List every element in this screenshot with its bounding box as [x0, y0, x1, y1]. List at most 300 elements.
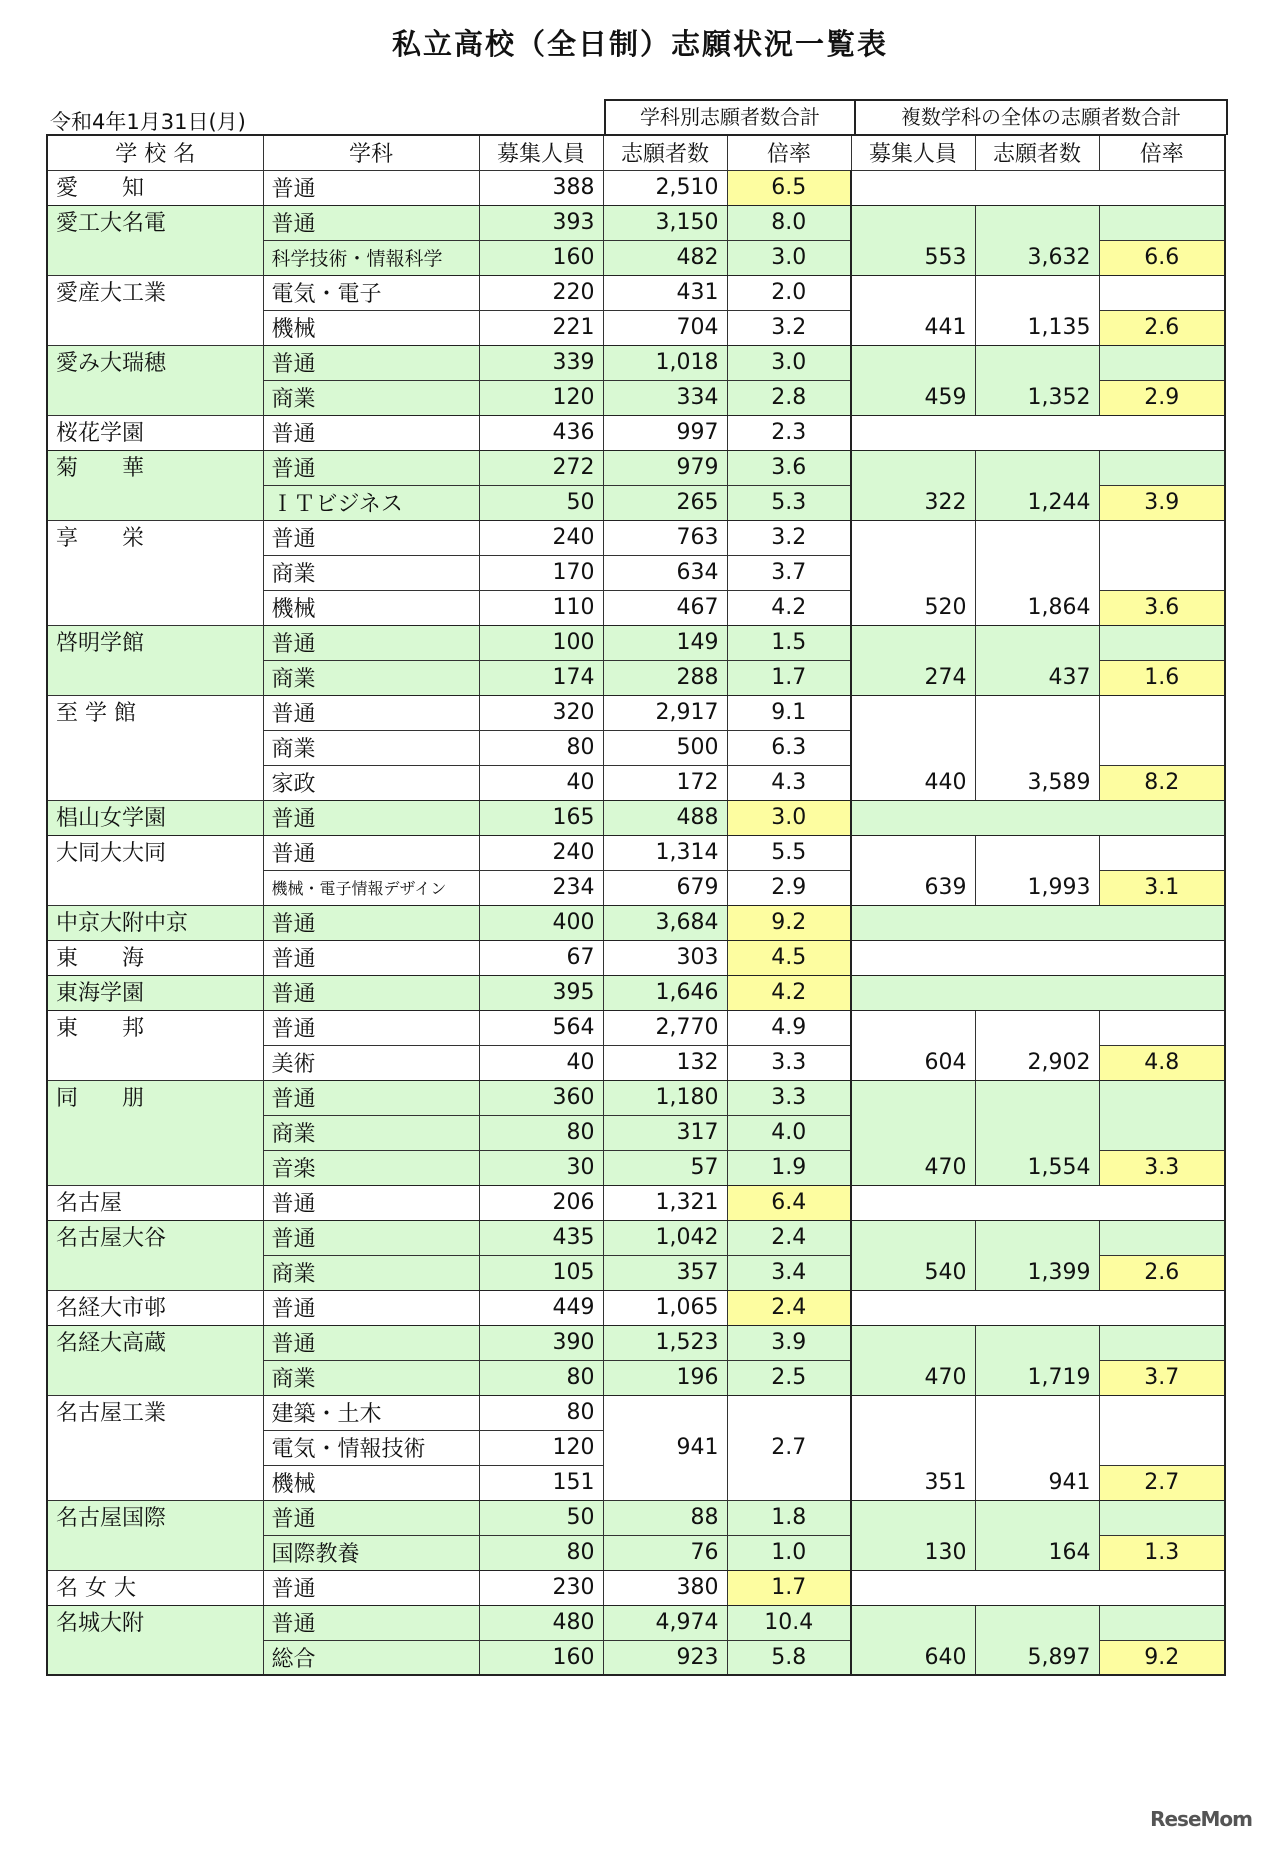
department-name: 普通	[263, 205, 479, 240]
capacity-value: 230	[479, 1570, 603, 1605]
school-name: 名経大市邨	[47, 1290, 263, 1325]
table-body	[47, 170, 1225, 1675]
total-ratio-value: 8.2	[1099, 765, 1225, 800]
table-row	[47, 975, 1225, 1010]
total-empty-cell	[975, 520, 1099, 555]
department-name: 普通	[263, 170, 479, 205]
ratio-value: 4.2	[727, 590, 851, 625]
department-name: 普通	[263, 905, 479, 940]
total-ratio-value: 2.6	[1099, 310, 1225, 345]
ratio-value: 1.0	[727, 1535, 851, 1570]
ratio-value: 5.3	[727, 485, 851, 520]
applicants-value: 196	[603, 1360, 727, 1395]
applicants-value: 1,314	[603, 835, 727, 870]
col-header-total-capacity: 募集人員	[851, 135, 975, 170]
table-row	[47, 275, 1225, 310]
school-name: 名城大附	[47, 1605, 263, 1675]
applicants-value: 76	[603, 1535, 727, 1570]
department-name: 商業	[263, 555, 479, 590]
total-capacity-value: 520	[851, 590, 975, 625]
table-row	[47, 1395, 1225, 1430]
capacity-value: 120	[479, 380, 603, 415]
department-name: 普通	[263, 520, 479, 555]
capacity-value: 390	[479, 1325, 603, 1360]
ratio-value: 1.5	[727, 625, 851, 660]
capacity-value: 80	[479, 1535, 603, 1570]
total-empty-cell	[851, 1500, 975, 1535]
department-name: 建築・土木	[263, 1395, 479, 1430]
applicants-value: 3,684	[603, 905, 727, 940]
total-empty-cell	[1099, 1500, 1225, 1535]
department-name: 総合	[263, 1640, 479, 1675]
total-applicants-value: 1,554	[975, 1150, 1099, 1185]
table-row	[47, 940, 1225, 975]
total-empty-cell	[851, 555, 975, 590]
capacity-value: 400	[479, 905, 603, 940]
total-applicants-value: 2,902	[975, 1045, 1099, 1080]
total-applicants-value: 941	[975, 1465, 1099, 1500]
capacity-value: 40	[479, 1045, 603, 1080]
department-name: 機械	[263, 1465, 479, 1500]
report-date: 令和4年1月31日(月)	[50, 110, 246, 134]
school-name: 愛工大名電	[47, 205, 263, 275]
ratio-value: 2.4	[727, 1220, 851, 1255]
school-name: 東 海	[47, 940, 263, 975]
table-row	[47, 835, 1225, 870]
capacity-value: 170	[479, 555, 603, 590]
total-capacity-value: 459	[851, 380, 975, 415]
department-name: 機械・電子情報デザイン	[263, 870, 479, 905]
total-empty-cell	[1099, 1010, 1225, 1045]
total-applicants-value: 1,135	[975, 310, 1099, 345]
department-name: 商業	[263, 1115, 479, 1150]
application-status-table	[46, 134, 1226, 1676]
ratio-value: 3.0	[727, 345, 851, 380]
table-row	[47, 1325, 1225, 1360]
total-empty-cell	[975, 555, 1099, 590]
department-name: 商業	[263, 730, 479, 765]
total-empty-cell	[1099, 275, 1225, 310]
capacity-value: 393	[479, 205, 603, 240]
department-name: 普通	[263, 345, 479, 380]
capacity-value: 436	[479, 415, 603, 450]
capacity-value: 40	[479, 765, 603, 800]
applicants-value: 997	[603, 415, 727, 450]
ratio-value: 3.2	[727, 310, 851, 345]
applicants-value: 979	[603, 450, 727, 485]
total-capacity-value: 540	[851, 1255, 975, 1290]
capacity-value: 339	[479, 345, 603, 380]
applicants-value: 132	[603, 1045, 727, 1080]
page-title: 私立高校（全日制）志願状況一覧表	[391, 27, 888, 61]
school-name: 名 女 大	[47, 1570, 263, 1605]
applicants-value: 679	[603, 870, 727, 905]
school-name: 桜花学園	[47, 415, 263, 450]
school-name: 中京大附中京	[47, 905, 263, 940]
applicants-value: 288	[603, 660, 727, 695]
total-capacity-value: 639	[851, 870, 975, 905]
col-header-school: 学 校 名	[47, 135, 263, 170]
applicants-value: 334	[603, 380, 727, 415]
capacity-value: 160	[479, 1640, 603, 1675]
capacity-value: 435	[479, 1220, 603, 1255]
total-empty-cell	[851, 170, 1225, 205]
total-empty-cell	[1099, 1325, 1225, 1360]
total-applicants-value: 3,632	[975, 240, 1099, 275]
department-name: 電気・情報技術	[263, 1430, 479, 1465]
applicants-value: 1,042	[603, 1220, 727, 1255]
total-empty-cell	[851, 450, 975, 485]
ratio-value: 3.4	[727, 1255, 851, 1290]
total-empty-cell	[975, 205, 1099, 240]
col-header-capacity: 募集人員	[479, 135, 603, 170]
total-empty-cell	[851, 625, 975, 660]
total-ratio-value: 1.6	[1099, 660, 1225, 695]
capacity-value: 80	[479, 1115, 603, 1150]
total-ratio-value: 3.1	[1099, 870, 1225, 905]
ratio-value: 3.6	[727, 450, 851, 485]
total-empty-cell	[851, 800, 1225, 835]
total-empty-cell	[975, 695, 1099, 730]
total-empty-cell	[851, 1325, 975, 1360]
total-applicants-value: 1,864	[975, 590, 1099, 625]
total-empty-cell	[975, 1325, 1099, 1360]
ratio-value: 3.3	[727, 1045, 851, 1080]
total-empty-cell	[851, 1395, 975, 1430]
table-row	[47, 1570, 1225, 1605]
ratio-value: 5.8	[727, 1640, 851, 1675]
applicants-value: 431	[603, 275, 727, 310]
ratio-value: 9.2	[727, 905, 851, 940]
school-name: 名古屋工業	[47, 1395, 263, 1500]
total-applicants-value: 437	[975, 660, 1099, 695]
total-empty-cell	[1099, 1395, 1225, 1430]
ratio-value: 2.0	[727, 275, 851, 310]
total-ratio-value: 3.6	[1099, 590, 1225, 625]
department-name: 商業	[263, 1255, 479, 1290]
total-empty-cell	[851, 520, 975, 555]
school-name: 東 邦	[47, 1010, 263, 1080]
total-ratio-value: 3.3	[1099, 1150, 1225, 1185]
applicants-value: 2,770	[603, 1010, 727, 1045]
total-empty-cell	[851, 835, 975, 870]
ratio-value: 9.1	[727, 695, 851, 730]
col-header-total-applicants: 志願者数	[975, 135, 1099, 170]
capacity-value: 100	[479, 625, 603, 660]
department-name: 普通	[263, 695, 479, 730]
total-empty-cell	[975, 1605, 1099, 1640]
total-empty-cell	[851, 275, 975, 310]
ratio-value: 3.9	[727, 1325, 851, 1360]
ratio-value: 6.4	[727, 1185, 851, 1220]
total-empty-cell	[975, 345, 1099, 380]
total-empty-cell	[851, 975, 1225, 1010]
ratio-value: 2.7	[727, 1395, 851, 1500]
total-empty-cell	[851, 1220, 975, 1255]
capacity-value: 105	[479, 1255, 603, 1290]
total-empty-cell	[1099, 1605, 1225, 1640]
total-empty-cell	[975, 1430, 1099, 1465]
applicants-value: 488	[603, 800, 727, 835]
department-name: 普通	[263, 940, 479, 975]
department-name: 機械	[263, 590, 479, 625]
applicants-value: 4,974	[603, 1605, 727, 1640]
school-name: 啓明学館	[47, 625, 263, 695]
total-capacity-value: 470	[851, 1150, 975, 1185]
table-row	[47, 1500, 1225, 1535]
applicants-value: 88	[603, 1500, 727, 1535]
col-header-dept: 学科	[263, 135, 479, 170]
table-row	[47, 415, 1225, 450]
school-name: 東海学園	[47, 975, 263, 1010]
school-name: 愛産大工業	[47, 275, 263, 345]
total-empty-cell	[975, 1080, 1099, 1115]
total-ratio-value: 2.7	[1099, 1465, 1225, 1500]
total-empty-cell	[975, 1010, 1099, 1045]
total-ratio-value: 9.2	[1099, 1640, 1225, 1675]
table-row	[47, 695, 1225, 730]
total-ratio-value: 6.6	[1099, 240, 1225, 275]
total-applicants-value: 5,897	[975, 1640, 1099, 1675]
applicants-value: 317	[603, 1115, 727, 1150]
total-empty-cell	[1099, 695, 1225, 730]
department-name: 商業	[263, 660, 479, 695]
total-empty-cell	[851, 345, 975, 380]
capacity-value: 221	[479, 310, 603, 345]
total-capacity-value: 470	[851, 1360, 975, 1395]
applicants-value: 357	[603, 1255, 727, 1290]
department-name: 機械	[263, 310, 479, 345]
capacity-value: 272	[479, 450, 603, 485]
capacity-value: 165	[479, 800, 603, 835]
applicants-value: 380	[603, 1570, 727, 1605]
school-name: 名古屋国際	[47, 1500, 263, 1570]
capacity-value: 151	[479, 1465, 603, 1500]
department-name: 普通	[263, 1325, 479, 1360]
ratio-value: 4.5	[727, 940, 851, 975]
total-capacity-value: 274	[851, 660, 975, 695]
capacity-value: 395	[479, 975, 603, 1010]
total-empty-cell	[851, 1430, 975, 1465]
school-name: 享 栄	[47, 520, 263, 625]
capacity-value: 110	[479, 590, 603, 625]
capacity-value: 449	[479, 1290, 603, 1325]
applicants-value: 941	[603, 1395, 727, 1500]
total-empty-cell	[851, 1570, 1225, 1605]
applicants-value: 500	[603, 730, 727, 765]
applicants-value: 149	[603, 625, 727, 660]
col-header-ratio: 倍率	[727, 135, 851, 170]
department-name: 音楽	[263, 1150, 479, 1185]
total-empty-cell	[1099, 1115, 1225, 1150]
table-row	[47, 450, 1225, 485]
total-applicants-value: 3,589	[975, 765, 1099, 800]
ratio-value: 3.0	[727, 240, 851, 275]
capacity-value: 67	[479, 940, 603, 975]
department-name: 普通	[263, 1290, 479, 1325]
total-applicants-value: 1,399	[975, 1255, 1099, 1290]
total-empty-cell	[975, 1500, 1099, 1535]
total-empty-cell	[851, 1290, 1225, 1325]
total-empty-cell	[1099, 345, 1225, 380]
department-name: 科学技術・情報科学	[263, 240, 479, 275]
school-name: 名古屋大谷	[47, 1220, 263, 1290]
school-name: 菊 華	[47, 450, 263, 520]
ratio-value: 5.5	[727, 835, 851, 870]
total-empty-cell	[851, 905, 1225, 940]
applicants-value: 634	[603, 555, 727, 590]
capacity-value: 50	[479, 1500, 603, 1535]
department-name: 普通	[263, 1010, 479, 1045]
ratio-value: 1.8	[727, 1500, 851, 1535]
total-empty-cell	[1099, 730, 1225, 765]
total-empty-cell	[1099, 835, 1225, 870]
ratio-value: 8.0	[727, 205, 851, 240]
applicants-value: 172	[603, 765, 727, 800]
group-header-dept-total: 学科別志願者数合計	[604, 99, 856, 135]
department-name: ＩＴビジネス	[263, 485, 479, 520]
table-row	[47, 1010, 1225, 1045]
department-name: 普通	[263, 1605, 479, 1640]
total-applicants-value: 1,352	[975, 380, 1099, 415]
total-applicants-value: 1,244	[975, 485, 1099, 520]
total-capacity-value: 441	[851, 310, 975, 345]
total-capacity-value: 440	[851, 765, 975, 800]
total-empty-cell	[851, 205, 975, 240]
applicants-value: 1,321	[603, 1185, 727, 1220]
department-name: 普通	[263, 1220, 479, 1255]
total-empty-cell	[975, 1395, 1099, 1430]
watermark-logo: ReseMom	[1150, 1807, 1252, 1831]
department-name: 普通	[263, 800, 479, 835]
table-row	[47, 905, 1225, 940]
total-applicants-value: 1,993	[975, 870, 1099, 905]
department-name: 国際教養	[263, 1535, 479, 1570]
ratio-value: 3.7	[727, 555, 851, 590]
header-row	[47, 135, 1225, 170]
school-name: 同 朋	[47, 1080, 263, 1185]
department-name: 普通	[263, 1080, 479, 1115]
total-empty-cell	[975, 450, 1099, 485]
col-header-total-ratio: 倍率	[1099, 135, 1225, 170]
total-empty-cell	[975, 730, 1099, 765]
department-name: 普通	[263, 835, 479, 870]
table-row	[47, 1605, 1225, 1640]
table-row	[47, 1220, 1225, 1255]
ratio-value: 1.7	[727, 660, 851, 695]
department-name: 普通	[263, 450, 479, 485]
capacity-value: 30	[479, 1150, 603, 1185]
ratio-value: 10.4	[727, 1605, 851, 1640]
total-empty-cell	[1099, 450, 1225, 485]
ratio-value: 4.0	[727, 1115, 851, 1150]
total-empty-cell	[1099, 520, 1225, 555]
ratio-value: 6.5	[727, 170, 851, 205]
capacity-value: 50	[479, 485, 603, 520]
total-ratio-value: 3.7	[1099, 1360, 1225, 1395]
capacity-value: 206	[479, 1185, 603, 1220]
capacity-value: 80	[479, 1395, 603, 1430]
department-name: 普通	[263, 975, 479, 1010]
department-name: 商業	[263, 380, 479, 415]
total-empty-cell	[975, 625, 1099, 660]
applicants-value: 482	[603, 240, 727, 275]
applicants-value: 1,018	[603, 345, 727, 380]
total-empty-cell	[851, 940, 1225, 975]
total-ratio-value: 4.8	[1099, 1045, 1225, 1080]
total-empty-cell	[851, 1115, 975, 1150]
department-name: 電気・電子	[263, 275, 479, 310]
applicants-value: 2,510	[603, 170, 727, 205]
capacity-value: 120	[479, 1430, 603, 1465]
capacity-value: 234	[479, 870, 603, 905]
capacity-value: 360	[479, 1080, 603, 1115]
ratio-value: 4.3	[727, 765, 851, 800]
total-empty-cell	[1099, 1430, 1225, 1465]
department-name: 普通	[263, 1500, 479, 1535]
col-header-applicants: 志願者数	[603, 135, 727, 170]
total-empty-cell	[851, 415, 1225, 450]
table-row	[47, 1185, 1225, 1220]
ratio-value: 2.8	[727, 380, 851, 415]
ratio-value: 4.9	[727, 1010, 851, 1045]
school-name: 大同大大同	[47, 835, 263, 905]
capacity-value: 320	[479, 695, 603, 730]
total-empty-cell	[851, 1010, 975, 1045]
ratio-value: 4.2	[727, 975, 851, 1010]
total-empty-cell	[851, 1185, 1225, 1220]
total-empty-cell	[1099, 625, 1225, 660]
school-name: 名経大高蔵	[47, 1325, 263, 1395]
total-empty-cell	[975, 835, 1099, 870]
total-empty-cell	[975, 275, 1099, 310]
applicants-value: 57	[603, 1150, 727, 1185]
school-name: 至 学 館	[47, 695, 263, 800]
ratio-value: 6.3	[727, 730, 851, 765]
total-capacity-value: 640	[851, 1640, 975, 1675]
ratio-value: 3.3	[727, 1080, 851, 1115]
total-empty-cell	[851, 1605, 975, 1640]
capacity-value: 388	[479, 170, 603, 205]
applicants-value: 2,917	[603, 695, 727, 730]
total-ratio-value: 3.9	[1099, 485, 1225, 520]
table-row	[47, 205, 1225, 240]
capacity-value: 220	[479, 275, 603, 310]
applicants-value: 3,150	[603, 205, 727, 240]
department-name: 普通	[263, 1185, 479, 1220]
school-name: 名古屋	[47, 1185, 263, 1220]
total-empty-cell	[975, 1220, 1099, 1255]
ratio-value: 3.0	[727, 800, 851, 835]
capacity-value: 174	[479, 660, 603, 695]
ratio-value: 2.9	[727, 870, 851, 905]
capacity-value: 80	[479, 730, 603, 765]
table-row	[47, 1290, 1225, 1325]
table-row	[47, 170, 1225, 205]
ratio-value: 1.7	[727, 1570, 851, 1605]
ratio-value: 3.2	[727, 520, 851, 555]
total-empty-cell	[1099, 1080, 1225, 1115]
ratio-value: 2.4	[727, 1290, 851, 1325]
applicants-value: 1,523	[603, 1325, 727, 1360]
total-applicants-value: 1,719	[975, 1360, 1099, 1395]
applicants-value: 923	[603, 1640, 727, 1675]
school-name: 椙山女学園	[47, 800, 263, 835]
capacity-value: 160	[479, 240, 603, 275]
total-ratio-value: 2.9	[1099, 380, 1225, 415]
table-row	[47, 520, 1225, 555]
applicants-value: 265	[603, 485, 727, 520]
